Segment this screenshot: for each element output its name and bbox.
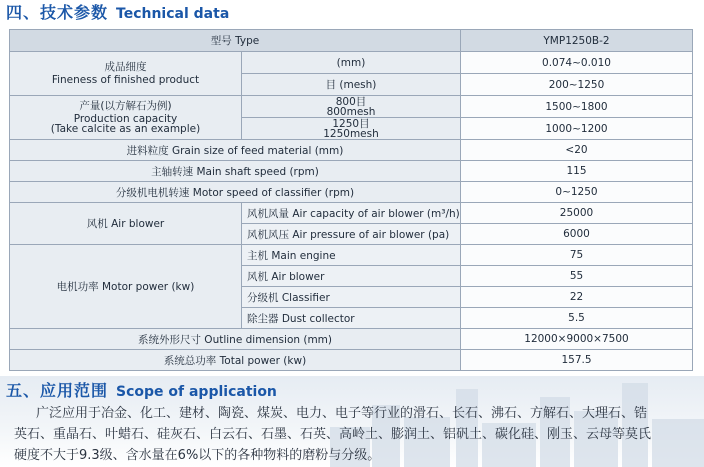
table-row-blower-capacity — [10, 203, 693, 224]
blower-pressure-label: 风机风压 Air pressure of air blower (pa) — [242, 224, 461, 245]
outline-label: 系统外形尺寸 Outline dimension (mm) — [10, 329, 461, 350]
table-row-classifier-speed — [10, 182, 693, 203]
capacity-800-value: 1500~1800 — [461, 96, 693, 118]
fineness-label: 成品细度 Fineness of finished product — [10, 52, 242, 96]
table-row-motor-main — [10, 245, 693, 266]
fineness-unit-mesh: 目 (mesh) — [242, 74, 461, 96]
fineness-value-mm: 0.074~0.010 — [461, 52, 693, 74]
total-power-value: 157.5 — [461, 350, 693, 371]
motor-item-label: 主机 Main engine — [242, 245, 461, 266]
motor-item-value: 22 — [461, 287, 693, 308]
technical-data-table — [9, 29, 692, 371]
table-row-capacity-800 — [10, 96, 693, 118]
table-row-fineness-mm — [10, 52, 693, 74]
capacity-label: 产量(以方解石为例) Production capacity (Take calcite as an example) — [10, 96, 242, 140]
type-value: YMP1250B-2 — [461, 30, 693, 52]
shaft-value: 115 — [461, 161, 693, 182]
section-title-cn: 四、技术参数 — [6, 3, 109, 22]
section-title-scope — [6, 379, 277, 403]
motor-power-label: 电机功率 Motor power (kw) — [10, 245, 242, 329]
type-header: 型号 Type — [10, 30, 461, 52]
capacity-1250-mesh: 1250目 1250mesh — [242, 118, 461, 140]
outline-value: 12000×9000×7500 — [461, 329, 693, 350]
blower-capacity-value: 25000 — [461, 203, 693, 224]
motor-item-label: 除尘器 Dust collector — [242, 308, 461, 329]
table-row-feed — [10, 140, 693, 161]
blower-pressure-value: 6000 — [461, 224, 693, 245]
shaft-label: 主轴转速 Main shaft speed (rpm) — [10, 161, 461, 182]
fineness-unit-mm: (mm) — [242, 52, 461, 74]
section-title-cn: 五、应用范围 — [6, 381, 109, 400]
section-title-en: Technical data — [116, 6, 230, 22]
table-row-shaft — [10, 161, 693, 182]
feed-value: <20 — [461, 140, 693, 161]
total-power-label: 系统总功率 Total power (kw) — [10, 350, 461, 371]
classifier-speed-label: 分级机电机转速 Motor speed of classifier (rpm) — [10, 182, 461, 203]
classifier-speed-value: 0~1250 — [461, 182, 693, 203]
motor-item-value: 55 — [461, 266, 693, 287]
application-line: 广泛应用于冶金、化工、建材、陶瓷、煤炭、电力、电子等行业的滑石、长石、沸石、方解石、大理石、锆 — [36, 406, 648, 421]
motor-item-value: 5.5 — [461, 308, 693, 329]
application-line: 硬度不大于9.3级、含水量在6%以下的各种物料的磨粉与分级。 — [14, 448, 381, 463]
fineness-value-mesh: 200~1250 — [461, 74, 693, 96]
motor-item-label: 风机 Air blower — [242, 266, 461, 287]
motor-item-label: 分级机 Classifier — [242, 287, 461, 308]
blower-label: 风机 Air blower — [10, 203, 242, 245]
table-row-header — [10, 30, 693, 52]
feed-label: 进料粒度 Grain size of feed material (mm) — [10, 140, 461, 161]
section-title-en: Scope of application — [116, 384, 277, 400]
section-title-technical-data — [6, 1, 229, 25]
table-row-total-power — [10, 350, 693, 371]
blower-capacity-label: 风机风量 Air capacity of air blower (m³/h) — [242, 203, 461, 224]
table-row-outline — [10, 329, 693, 350]
capacity-1250-value: 1000~1200 — [461, 118, 693, 140]
application-line: 英石、重晶石、叶蜡石、硅灰石、白云石、石墨、石英、高岭土、膨润土、铝矾土、碳化硅、刚玉、云母等莫氏 — [14, 427, 652, 442]
application-paragraph — [14, 403, 698, 466]
motor-item-value: 75 — [461, 245, 693, 266]
capacity-800-mesh: 800目 800mesh — [242, 96, 461, 118]
